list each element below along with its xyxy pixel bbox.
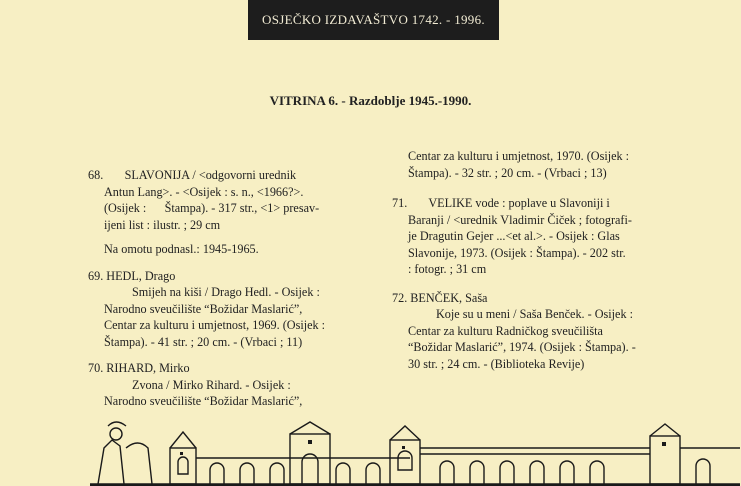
left-column [88, 167, 366, 420]
entry-72 [392, 290, 670, 373]
entry-70-heading: 70. RIHARD, Mirko [88, 361, 190, 375]
entry-71 [392, 195, 670, 278]
entry-71-line-3: je Dragutin Gejer ...<et al.>. - Osijek : Glas [408, 229, 620, 243]
entry-72-line-1: Koje su u meni / Saša Benček. - Osijek : [436, 307, 633, 321]
entry-68 [88, 167, 366, 258]
entry-68-line-1: 68. SLAVONIJA / <odgovorni urednik [88, 168, 297, 182]
entry-69-line-1: Smijeh na kiši / Drago Hedl. - Osijek : [132, 285, 320, 299]
entry-68-line-3: (Osijek : Štampa). - 317 str., <1> presav- [104, 201, 320, 215]
entry-68-line-2: Antun Lang>. - <Osijek : s. n., <1966?>. [104, 184, 304, 199]
entry-69-line-4: Štampa). - 41 str. ; 20 cm. - (Vrbaci ; 11) [104, 334, 303, 349]
entry-71-line-5: : fotogr. ; 31 cm [408, 262, 487, 276]
entry-68-line-4: ijeni list : ilustr. ; 29 cm [104, 217, 221, 232]
entry-70-continued [392, 148, 670, 181]
entry-71-line-2: Baranji / <urednik Vladimir Čiček ; fotografi- [408, 212, 632, 227]
spacer [88, 233, 366, 241]
entry-70-line-2: Narodno sveučilište “Božidar Maslarić”, [104, 394, 303, 408]
section-title: VITRINA 6. - Razdoblje 1945.-1990. [269, 93, 472, 108]
entry-72-line-2: Centar za kulturu Radničkog sveučilišta [408, 323, 603, 338]
entry-72-heading: 72. BENČEK, Saša [392, 290, 488, 305]
entry-69-heading: 69. HEDL, Drago [88, 268, 176, 283]
entry-72-line-4: 30 str. ; 24 cm. - (Biblioteka Revije) [408, 356, 585, 371]
entry-68-note: Na omotu podnasl.: 1945-1965. [104, 242, 259, 256]
entry-70-line-1: Zvona / Mirko Rihard. - Osijek : [132, 377, 291, 392]
entry-69 [88, 268, 366, 351]
right-column [392, 148, 670, 382]
entry-70-line-3: Centar za kulturu i umjetnost, 1970. (Osijek : [408, 149, 630, 163]
entry-71-line-4: Slavonije, 1973. (Osijek : Štampa). - 202 str. [408, 245, 626, 260]
entry-69-line-2: Narodno sveučilište “Božidar Maslarić”, [104, 301, 303, 316]
entry-71-line-1: 71. VELIKE vode : poplave u Slavoniji i [392, 196, 610, 210]
entry-69-line-3: Centar za kulturu i umjetnost, 1969. (Osijek : [104, 318, 326, 332]
entry-70-line-4: Štampa). - 32 str. ; 20 cm. - (Vrbaci ; 13) [408, 165, 607, 180]
page-header-banner [248, 0, 499, 40]
entry-70 [88, 360, 366, 410]
woodcut-city-illustration [90, 418, 740, 486]
header-title: OSJEČKO IZDAVAŠTVO 1742. - 1996. [262, 12, 485, 27]
entry-72-line-3: “Božidar Maslarić”, 1974. (Osijek : Štampa). - [408, 340, 636, 354]
